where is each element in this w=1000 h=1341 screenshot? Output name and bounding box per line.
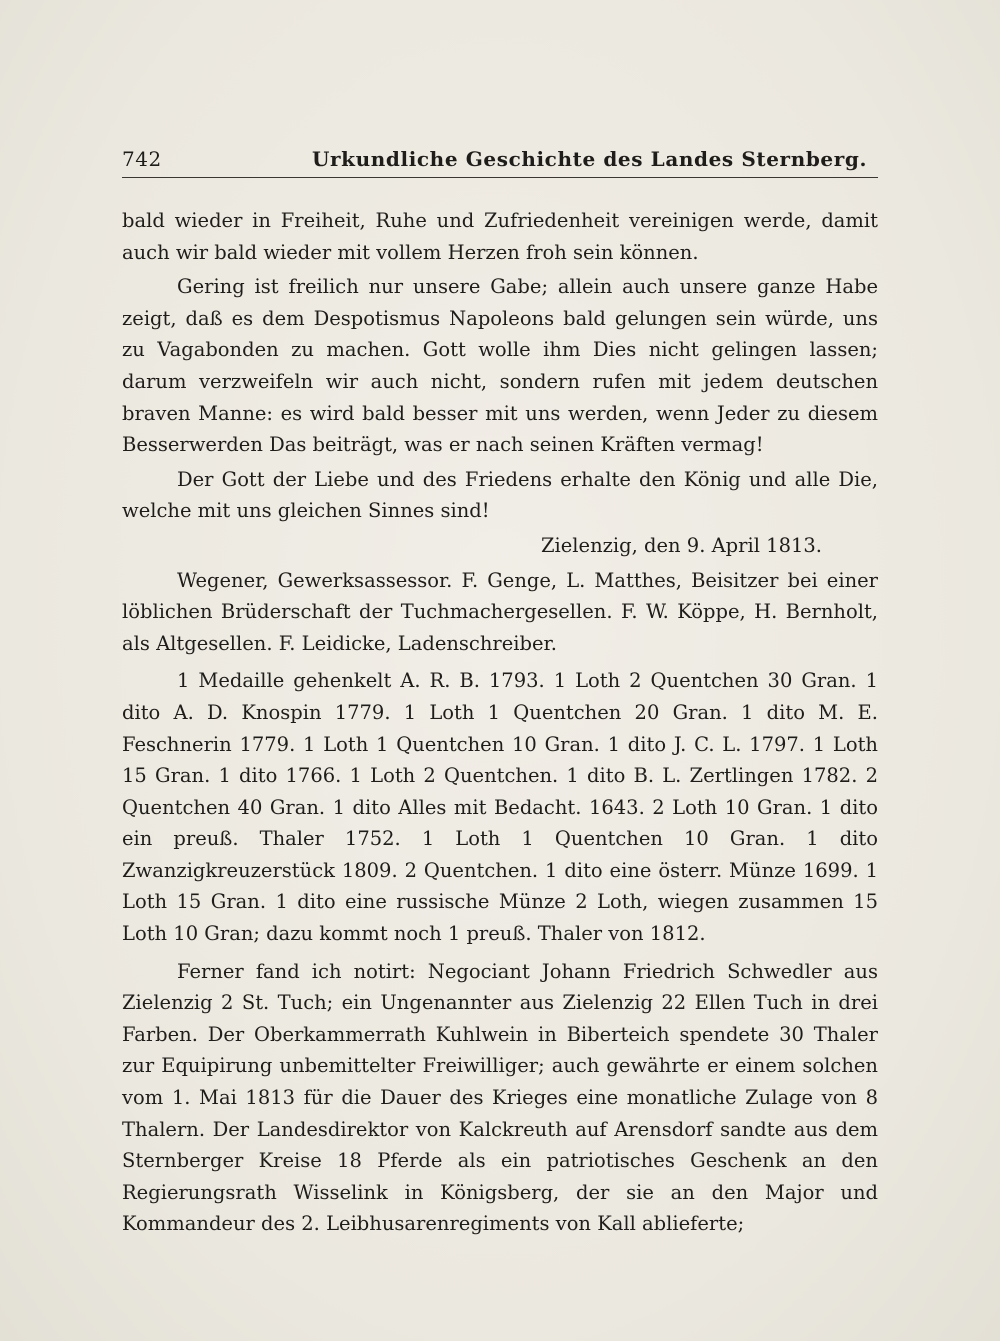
running-title: Urkundliche Geschichte des Landes Sternberg. (312, 147, 868, 171)
paragraph-gering: Gering ist freilich nur unsere Gabe; allein auch unsere ganze Habe zeigt, daß es dem Despotismus Napoleons bald gelungen sein würde, uns zu Vagabonden zu machen. Gott wolle ihm Dies nicht gelingen lassen; darum verzweifeln wir auch nicht, sondern rufen mit jedem deutschen braven Manne: es wird bald besser mit uns werden, wenn Jeder zu diesem Besserwerden Das beiträgt, was er nach seinen Kräften vermag! (122, 275, 878, 457)
page-number: 742 (122, 147, 162, 171)
paragraph-medals-list: 1 Medaille gehenkelt A. R. B. 1793. 1 Loth 2 Quentchen 30 Gran. 1 dito A. D. Knospin 1779. 1 Loth 1 Quentchen 20 Gran. 1 dito M. E. Feschnerin 1779. 1 Loth 1 Quentchen 10 Gran. 1 dito J. C. L. 1797. 1 Loth 15 Gran. 1 dito 1766. 1 Loth 2 Quentchen. 1 dito B. L. Zertlingen 1782. 2 Quentchen 40 Gran. 1 dito Alles mit Bedacht. 1643. 2 Loth 10 Gran. 1 dito ein preuß. Thaler 1752. 1 Loth 1 Quentchen 10 Gran. 1 dito Zwanzigkreuzerstück 1809. 2 Quentchen. 1 dito eine österr. Münze 1699. 1 Loth 15 Gran. 1 dito eine russische Münze 2 Loth, wiegen zusammen 15 Loth 10 Gran; dazu kommt noch 1 preuß. Thaler von 1812. (122, 669, 878, 946)
paragraph-blessing: Der Gott der Liebe und des Friedens erhalte den König und alle Die, welche mit uns gleichen Sinnes sind! (122, 467, 878, 523)
dateline: Zielenzig, den 9. April 1813. (540, 533, 822, 557)
page-header (122, 143, 878, 178)
paragraph-donations: Ferner fand ich notirt: Negociant Johann Friedrich Schwedler aus Zielenzig 2 St. Tuch; ein Ungenannter aus Zielenzig 22 Ellen Tuch in drei Farben. Der Oberkammerrath Kuhlwein in Biberteich spendete 30 Thaler zur Equipirung unbemittelter Freiwilliger; auch gewährte er einem solchen vom 1. Mai 1813 für die Dauer des Krieges eine monatliche Zulage von 8 Thalern. Der Landesdirektor von Kalckreuth auf Arensdorf sandte aus dem Sternberger Kreise 18 Pferde als ein patriotisches Geschenk an den Regierungsrath Wisselink in Königsberg, der sie an den Major und Kommandeur des 2. Leibhusarenregiments von Kall ablieferte; (122, 959, 878, 1236)
paragraph-signatories: Wegener, Gewerksassessor. F. Genge, L. Matthes, Beisitzer bei einer löblichen Brüderschaft der Tuchmachergesellen. F. W. Köppe, H. Bernholt, als Altgesellen. F. Leidicke, Ladenschreiber. (122, 568, 878, 655)
body-text (122, 205, 878, 1240)
paragraph-continuation: bald wieder in Freiheit, Ruhe und Zufriedenheit vereinigen werde, damit auch wir bald wieder mit vollem Herzen froh sein können. (122, 209, 878, 264)
